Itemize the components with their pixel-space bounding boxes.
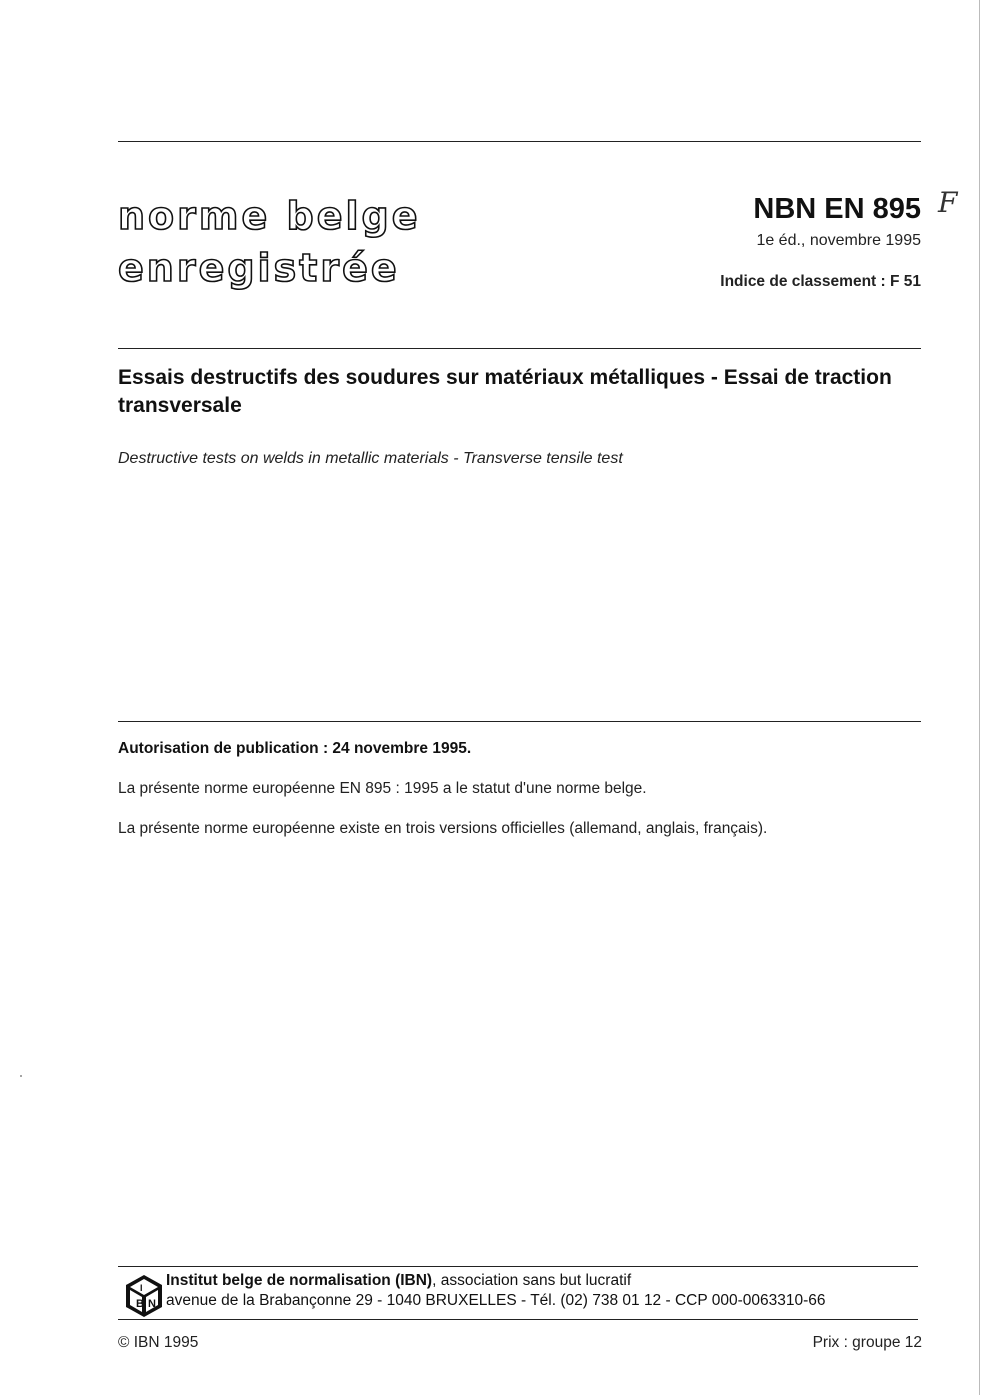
svg-text:B: B	[136, 1298, 144, 1310]
scan-edge	[979, 0, 980, 1395]
english-title: Destructive tests on welds in metallic materials - Transverse tensile test	[118, 450, 623, 467]
outline-title-line1: norme belge	[118, 194, 421, 238]
versions-paragraph: La présente norme européenne existe en trois versions officielles (allemand, anglais, français).	[118, 820, 768, 837]
institute-suffix: , association sans but lucratif	[432, 1272, 632, 1289]
footer-bottom-rule	[118, 1319, 918, 1320]
institute-line	[166, 1272, 631, 1290]
french-title: Essais destructifs des soudures sur matériaux métalliques - Essai de traction transversale	[118, 366, 892, 417]
body-rule	[118, 721, 921, 722]
ibn-logo-icon	[124, 1274, 164, 1318]
scan-speck	[20, 1075, 22, 1077]
status-paragraph: La présente norme européenne EN 895 : 1995 a le statut d'une norme belge.	[118, 780, 647, 797]
handwritten-mark: F	[938, 186, 958, 219]
ibn-logo	[124, 1274, 164, 1318]
svg-text:N: N	[148, 1298, 156, 1310]
outline-title-line2: enregistrée	[118, 246, 400, 290]
address-line: avenue de la Brabançonne 29 - 1040 BRUXELLES - Tél. (02) 738 01 12 - CCP 000-0063310-66	[166, 1292, 826, 1309]
footer-top-rule	[118, 1266, 918, 1267]
classification-index: Indice de classement : F 51	[720, 273, 921, 290]
top-rule	[118, 141, 921, 142]
svg-text:I: I	[140, 1283, 143, 1293]
title-rule	[118, 348, 921, 349]
price-group: Prix : groupe 12	[812, 1334, 922, 1351]
institute-name: Institut belge de normalisation (IBN)	[166, 1272, 433, 1289]
edition-date: 1e éd., novembre 1995	[756, 232, 921, 249]
copyright: © IBN 1995	[118, 1334, 199, 1351]
authorization-line: Autorisation de publication : 24 novembre 1995.	[118, 740, 472, 757]
standard-number: NBN EN 895	[753, 193, 921, 225]
